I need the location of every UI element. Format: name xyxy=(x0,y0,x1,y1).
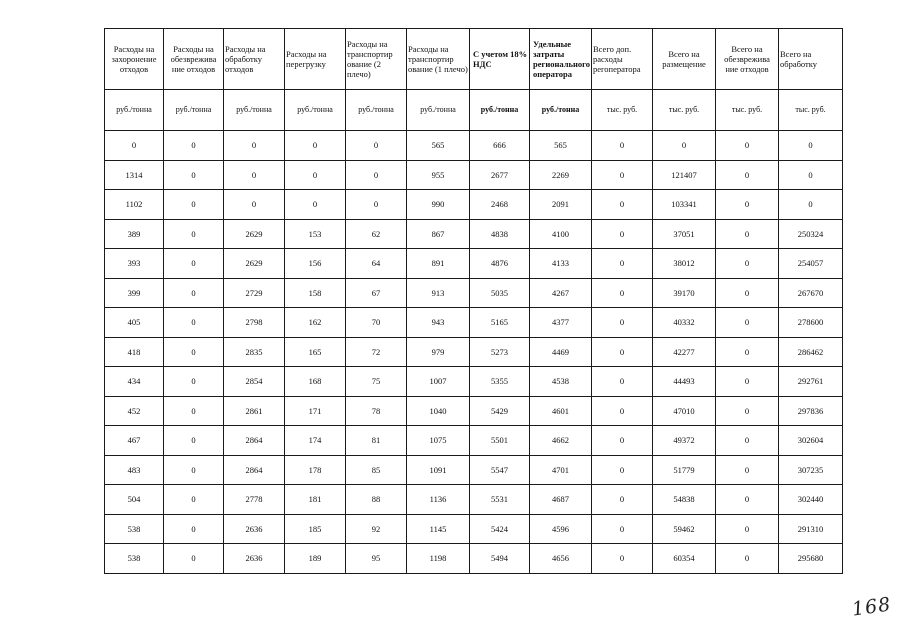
table-cell: 0 xyxy=(164,131,224,161)
table-cell: 4377 xyxy=(530,308,592,338)
table-cell: 955 xyxy=(407,160,470,190)
table-cell: 4469 xyxy=(530,337,592,367)
header-cell: Расходы на перегрузку xyxy=(285,29,346,90)
table-cell: 292761 xyxy=(779,367,843,397)
table-cell: 2729 xyxy=(224,278,285,308)
unit-cell: руб./тонна xyxy=(346,90,407,131)
table-cell: 538 xyxy=(105,514,164,544)
table-cell: 0 xyxy=(592,337,653,367)
header-cell: С учетом 18% НДС xyxy=(470,29,530,90)
table-cell: 4601 xyxy=(530,396,592,426)
table-cell: 78 xyxy=(346,396,407,426)
table-cell: 0 xyxy=(716,396,779,426)
table-cell: 2864 xyxy=(224,455,285,485)
table-cell: 95 xyxy=(346,544,407,574)
table-cell: 0 xyxy=(779,190,843,220)
table-cell: 1075 xyxy=(407,426,470,456)
table-cell: 153 xyxy=(285,219,346,249)
table-cell: 121407 xyxy=(653,160,716,190)
header-cell: Расходы на транспортир ование (1 плечо) xyxy=(407,29,470,90)
table-cell: 62 xyxy=(346,219,407,249)
table-cell: 4876 xyxy=(470,249,530,279)
table-cell: 1314 xyxy=(105,160,164,190)
table-cell: 565 xyxy=(407,131,470,161)
table-cell: 0 xyxy=(164,367,224,397)
header-cell: Расходы на обезврежива ние отходов xyxy=(164,29,224,90)
table-cell: 2864 xyxy=(224,426,285,456)
table-cell: 0 xyxy=(285,190,346,220)
table-cell: 0 xyxy=(653,131,716,161)
table-cell: 162 xyxy=(285,308,346,338)
table-cell: 0 xyxy=(224,190,285,220)
table-cell: 49372 xyxy=(653,426,716,456)
table-cell: 54838 xyxy=(653,485,716,515)
table-cell: 60354 xyxy=(653,544,716,574)
header-cell: Всего на размещение xyxy=(653,29,716,90)
table-cell: 1198 xyxy=(407,544,470,574)
table-cell: 42277 xyxy=(653,337,716,367)
table-cell: 185 xyxy=(285,514,346,544)
table-cell: 0 xyxy=(164,249,224,279)
table-cell: 1040 xyxy=(407,396,470,426)
table-cell: 0 xyxy=(716,455,779,485)
unit-cell: тыс. руб. xyxy=(592,90,653,131)
table-cell: 81 xyxy=(346,426,407,456)
table-cell: 5494 xyxy=(470,544,530,574)
table-cell: 0 xyxy=(224,160,285,190)
table-cell: 171 xyxy=(285,396,346,426)
table-cell: 1136 xyxy=(407,485,470,515)
table-cell: 666 xyxy=(470,131,530,161)
table-cell: 467 xyxy=(105,426,164,456)
table-cell: 158 xyxy=(285,278,346,308)
table-cell: 67 xyxy=(346,278,407,308)
table-cell: 0 xyxy=(224,131,285,161)
table-cell: 278600 xyxy=(779,308,843,338)
table-cell: 0 xyxy=(592,367,653,397)
table-cell: 399 xyxy=(105,278,164,308)
table-cell: 0 xyxy=(592,131,653,161)
table-cell: 291310 xyxy=(779,514,843,544)
table-cell: 913 xyxy=(407,278,470,308)
table-cell: 4596 xyxy=(530,514,592,544)
table-cell: 4701 xyxy=(530,455,592,485)
table-cell: 943 xyxy=(407,308,470,338)
table-cell: 2636 xyxy=(224,544,285,574)
table-cell: 59462 xyxy=(653,514,716,544)
table-cell: 254057 xyxy=(779,249,843,279)
table-cell: 2778 xyxy=(224,485,285,515)
unit-cell: руб./тонна xyxy=(164,90,224,131)
table-cell: 0 xyxy=(716,190,779,220)
table-row xyxy=(105,249,843,279)
units-row xyxy=(105,90,843,131)
table-cell: 0 xyxy=(592,249,653,279)
table-cell: 0 xyxy=(716,308,779,338)
table-cell: 0 xyxy=(592,396,653,426)
table-cell: 990 xyxy=(407,190,470,220)
table-cell: 40332 xyxy=(653,308,716,338)
unit-cell: руб./тонна xyxy=(530,90,592,131)
table-cell: 2091 xyxy=(530,190,592,220)
table-cell: 286462 xyxy=(779,337,843,367)
table-cell: 0 xyxy=(716,514,779,544)
table-cell: 2798 xyxy=(224,308,285,338)
table-cell: 393 xyxy=(105,249,164,279)
table-cell: 2629 xyxy=(224,219,285,249)
table-cell: 0 xyxy=(592,160,653,190)
unit-cell: руб./тонна xyxy=(105,90,164,131)
table-cell: 165 xyxy=(285,337,346,367)
table-cell: 0 xyxy=(164,337,224,367)
table-cell: 47010 xyxy=(653,396,716,426)
table-cell: 0 xyxy=(716,367,779,397)
table-cell: 4267 xyxy=(530,278,592,308)
table-cell: 64 xyxy=(346,249,407,279)
table-cell: 156 xyxy=(285,249,346,279)
table-row xyxy=(105,337,843,367)
handwritten-page-number: 168 xyxy=(850,593,893,621)
table-cell: 72 xyxy=(346,337,407,367)
table-cell: 0 xyxy=(285,160,346,190)
table-cell: 5035 xyxy=(470,278,530,308)
table-cell: 0 xyxy=(716,278,779,308)
table-row xyxy=(105,544,843,574)
table-cell: 2835 xyxy=(224,337,285,367)
table-cell: 0 xyxy=(164,396,224,426)
table-cell: 0 xyxy=(164,485,224,515)
unit-cell: тыс. руб. xyxy=(779,90,843,131)
table-cell: 452 xyxy=(105,396,164,426)
table-row xyxy=(105,190,843,220)
unit-cell: тыс. руб. xyxy=(716,90,779,131)
table-row xyxy=(105,131,843,161)
table-cell: 4538 xyxy=(530,367,592,397)
table-cell: 0 xyxy=(164,160,224,190)
table-cell: 0 xyxy=(716,131,779,161)
table-cell: 2269 xyxy=(530,160,592,190)
table-cell: 418 xyxy=(105,337,164,367)
header-cell: Всего на обработку xyxy=(779,29,843,90)
table-cell: 0 xyxy=(346,160,407,190)
table-cell: 1145 xyxy=(407,514,470,544)
table-cell: 85 xyxy=(346,455,407,485)
table-cell: 302604 xyxy=(779,426,843,456)
table-cell: 5273 xyxy=(470,337,530,367)
table-cell: 0 xyxy=(164,514,224,544)
table-cell: 1102 xyxy=(105,190,164,220)
table-row xyxy=(105,396,843,426)
table-cell: 2468 xyxy=(470,190,530,220)
table-cell: 0 xyxy=(164,190,224,220)
table-cell: 0 xyxy=(716,337,779,367)
table-row xyxy=(105,455,843,485)
table-row xyxy=(105,485,843,515)
table-cell: 0 xyxy=(716,426,779,456)
table-cell: 2677 xyxy=(470,160,530,190)
table-cell: 0 xyxy=(592,426,653,456)
table-cell: 0 xyxy=(592,455,653,485)
table-cell: 38012 xyxy=(653,249,716,279)
cost-table xyxy=(104,28,843,574)
document-page xyxy=(104,28,842,574)
table-cell: 5547 xyxy=(470,455,530,485)
table-cell: 5165 xyxy=(470,308,530,338)
table-cell: 4100 xyxy=(530,219,592,249)
table-cell: 0 xyxy=(592,544,653,574)
table-cell: 37051 xyxy=(653,219,716,249)
table-cell: 0 xyxy=(346,190,407,220)
table-cell: 0 xyxy=(592,485,653,515)
table-cell: 0 xyxy=(105,131,164,161)
header-cell: Удельные затраты регионального оператора xyxy=(530,29,592,90)
table-cell: 168 xyxy=(285,367,346,397)
table-cell: 538 xyxy=(105,544,164,574)
table-cell: 0 xyxy=(164,426,224,456)
header-cell: Всего доп. расходы регоператора xyxy=(592,29,653,90)
table-cell: 0 xyxy=(164,219,224,249)
table-cell: 0 xyxy=(716,544,779,574)
table-cell: 250324 xyxy=(779,219,843,249)
table-cell: 4656 xyxy=(530,544,592,574)
table-cell: 504 xyxy=(105,485,164,515)
unit-cell: руб./тонна xyxy=(285,90,346,131)
header-cell: Расходы на захоронение отходов xyxy=(105,29,164,90)
table-cell: 5424 xyxy=(470,514,530,544)
header-row xyxy=(105,29,843,90)
table-cell: 103341 xyxy=(653,190,716,220)
unit-cell: тыс. руб. xyxy=(653,90,716,131)
table-cell: 0 xyxy=(592,190,653,220)
header-cell: Всего на обезврежива ние отходов xyxy=(716,29,779,90)
table-cell: 434 xyxy=(105,367,164,397)
table-cell: 483 xyxy=(105,455,164,485)
table-cell: 0 xyxy=(592,219,653,249)
table-cell: 0 xyxy=(716,249,779,279)
table-cell: 0 xyxy=(164,308,224,338)
table-cell: 0 xyxy=(164,455,224,485)
table-cell: 979 xyxy=(407,337,470,367)
table-row xyxy=(105,514,843,544)
table-cell: 5501 xyxy=(470,426,530,456)
table-cell: 0 xyxy=(592,308,653,338)
table-cell: 2636 xyxy=(224,514,285,544)
table-cell: 181 xyxy=(285,485,346,515)
unit-cell: руб./тонна xyxy=(224,90,285,131)
table-cell: 297836 xyxy=(779,396,843,426)
table-cell: 0 xyxy=(285,131,346,161)
table-cell: 2629 xyxy=(224,249,285,279)
table-cell: 5531 xyxy=(470,485,530,515)
table-row xyxy=(105,160,843,190)
table-row xyxy=(105,426,843,456)
table-cell: 891 xyxy=(407,249,470,279)
table-cell: 307235 xyxy=(779,455,843,485)
table-cell: 0 xyxy=(346,131,407,161)
table-cell: 389 xyxy=(105,219,164,249)
table-cell: 88 xyxy=(346,485,407,515)
table-cell: 5429 xyxy=(470,396,530,426)
table-cell: 44493 xyxy=(653,367,716,397)
table-cell: 92 xyxy=(346,514,407,544)
table-row xyxy=(105,308,843,338)
table-row xyxy=(105,219,843,249)
unit-cell: руб./тонна xyxy=(407,90,470,131)
table-cell: 302440 xyxy=(779,485,843,515)
table-cell: 4662 xyxy=(530,426,592,456)
unit-cell: руб./тонна xyxy=(470,90,530,131)
table-cell: 70 xyxy=(346,308,407,338)
table-cell: 178 xyxy=(285,455,346,485)
table-cell: 189 xyxy=(285,544,346,574)
header-cell: Расходы на обработку отходов xyxy=(224,29,285,90)
table-cell: 405 xyxy=(105,308,164,338)
table-cell: 4838 xyxy=(470,219,530,249)
table-cell: 4133 xyxy=(530,249,592,279)
table-cell: 565 xyxy=(530,131,592,161)
table-cell: 0 xyxy=(164,278,224,308)
table-cell: 0 xyxy=(716,485,779,515)
table-cell: 75 xyxy=(346,367,407,397)
table-cell: 0 xyxy=(592,278,653,308)
header-cell: Расходы на транспортир ование (2 плечо) xyxy=(346,29,407,90)
table-cell: 267670 xyxy=(779,278,843,308)
table-cell: 5355 xyxy=(470,367,530,397)
table-cell: 4687 xyxy=(530,485,592,515)
table-cell: 0 xyxy=(716,160,779,190)
table-cell: 867 xyxy=(407,219,470,249)
table-cell: 295680 xyxy=(779,544,843,574)
table-cell: 0 xyxy=(164,544,224,574)
table-cell: 2861 xyxy=(224,396,285,426)
table-cell: 1091 xyxy=(407,455,470,485)
table-cell: 0 xyxy=(779,160,843,190)
table-cell: 0 xyxy=(592,514,653,544)
table-cell: 1007 xyxy=(407,367,470,397)
table-row xyxy=(105,278,843,308)
table-cell: 174 xyxy=(285,426,346,456)
table-cell: 51779 xyxy=(653,455,716,485)
table-cell: 0 xyxy=(716,219,779,249)
table-cell: 2854 xyxy=(224,367,285,397)
table-cell: 0 xyxy=(779,131,843,161)
table-row xyxy=(105,367,843,397)
table-cell: 39170 xyxy=(653,278,716,308)
